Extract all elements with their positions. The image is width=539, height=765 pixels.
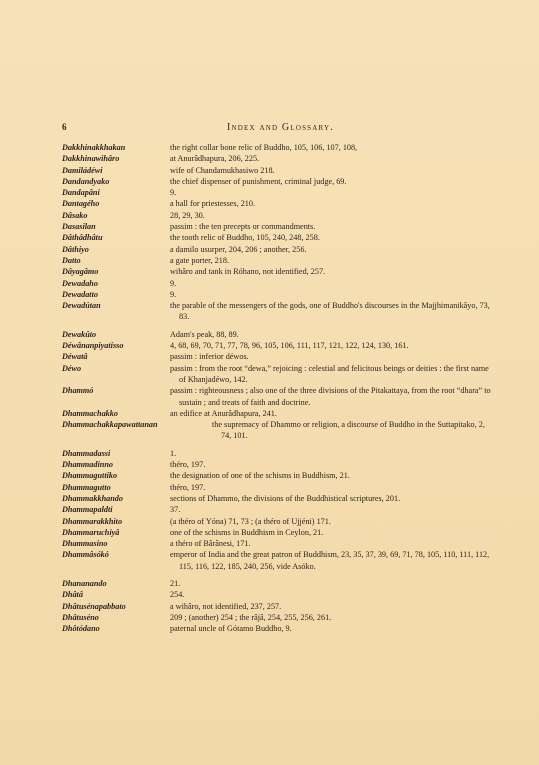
glossary-entry [62,601,492,612]
entry-term: Dâthiyo [62,244,89,254]
entry-definition: 1. [170,448,177,458]
entry-term: Déwânanpiyatisso [62,341,124,351]
entry-term: Dhammadassi [62,448,111,458]
entry-term: Dhammagutto [62,482,111,492]
glossary-entry [62,340,492,351]
entry-term: Dandandyako [62,176,110,186]
glossary-entry [62,351,492,362]
entry-definition: wihâro and tank in Róhano, not identified, 257. [170,267,326,277]
entry-term: Damiládéwi [62,165,103,175]
entry-definition: sections of Dhammo, the divisions of the Buddhistical scriptures, 201. [170,493,401,503]
glossary-entry [62,504,492,515]
entry-term: Dhananando [62,578,107,588]
entry-term: Dhammachakko [62,408,118,418]
glossary-entry [62,527,492,538]
entry-definition: 209 ; (another) 254 ; the râjâ, 254, 255, 256, 261. [170,612,332,622]
entry-term: Dhammadinno [62,460,113,470]
glossary-entry [62,538,492,549]
glossary-entry [62,493,492,504]
entry-definition: the supremacy of Dhammo or religion, a discourse of Buddho in the Suttapitako, 2, 74, 101. [212,420,485,441]
entry-term: Dhâtusénapabbato [62,601,126,611]
glossary-entry [62,232,492,243]
glossary-entries [62,142,492,634]
entry-definition: passim : the ten precepts or commandments. [170,222,316,232]
entry-term: Dhammachakkapawattanan [62,420,158,430]
glossary-entry [62,153,492,164]
glossary-entry [62,419,492,442]
entry-term: Déwo [62,363,82,373]
entry-definition: one of the schisms in Buddhism in Ceylon, 21. [170,527,324,537]
entry-term: Datto [62,255,81,265]
entry-term: Dhammaruchiyâ [62,527,120,537]
entry-definition: the designation of one of the schisms in Buddhism, 21. [170,471,350,481]
entry-definition: 21. [170,578,181,588]
glossary-entry [62,482,492,493]
glossary-entry [62,385,492,408]
glossary-entry [62,329,492,340]
glossary-entry [62,289,492,300]
entry-definition: the parable of the messengers of the gods, one of Buddho's discourses in the Majjhimanikâyo, 73, 83. [170,301,490,322]
entry-definition: an edifice at Anurâdhapura, 241. [170,408,277,418]
entry-definition: théro, 197. [170,482,206,492]
glossary-entry [62,578,492,589]
glossary-entry [62,408,492,419]
page-title: Index and Glossary. [227,122,334,133]
glossary-entry [62,589,492,600]
entry-term: Dhammapaldti [62,505,113,515]
entry-definition: the right collar bone relic of Buddho, 105, 106, 107, 108, [170,143,358,152]
entry-definition: passim : inferior déwos. [170,352,249,362]
entry-term: Dhammarakkhito [62,516,123,526]
entry-term: Dhammó [62,386,94,396]
entry-definition: a théro of Bârânesi, 171. [170,539,251,549]
entry-term: Dâsako [62,210,88,220]
glossary-entry [62,244,492,255]
entry-term: Déwatâ [62,352,88,362]
entry-term: Dhâtâ [62,590,83,600]
entry-definition: (a théro of Yóna) 71, 73 ; (a théro of Ujjéni) 171. [170,516,331,526]
entry-term: Dantagého [62,199,100,209]
glossary-entry [62,221,492,232]
glossary-entry [62,549,492,572]
entry-definition: 9. [170,289,177,299]
entry-definition: 9. [170,188,177,198]
entry-definition: théro, 197. [170,460,206,470]
entry-definition: a damilo usurper, 204, 206 ; another, 256. [170,244,307,254]
entry-definition: 254. [170,590,185,600]
entry-term: Dâthâdhâtu [62,233,103,243]
entry-term: Dandapâni [62,188,100,198]
entry-term: Dakkhinawihâro [62,154,120,164]
entry-definition: the chief dispenser of punishment, criminal judge, 69. [170,176,347,186]
entry-definition: paternal uncle of Gótamo Buddho, 9. [170,624,292,634]
entry-definition: 4, 68, 69, 70, 71, 77, 78, 96, 105, 106, 111, 117, 121, 122, 124, 130, 161. [170,341,409,351]
glossary-entry [62,300,492,323]
entry-definition: a gate porter, 218. [170,255,230,265]
entry-definition: the tooth relic of Buddho, 105, 240, 248, 258. [170,233,320,243]
entry-term: Dhammâsókó [62,550,109,560]
entry-term: Dhammakkhando [62,493,123,503]
glossary-entry [62,363,492,386]
glossary-entry [62,210,492,221]
glossary-entry [62,176,492,187]
glossary-entry [62,198,492,209]
entry-definition: a wihâro, not identified, 237, 257. [170,601,282,611]
glossary-entry [62,470,492,481]
entry-term: Dewakûto [62,329,97,339]
entry-term: Dhammaguttiko [62,471,118,481]
glossary-entry [62,623,492,634]
entry-definition: Adam's peak, 88, 89. [170,329,239,339]
glossary-entry [62,187,492,198]
entry-term: Dhammasino [62,539,108,549]
entry-definition: emperor of India and the great patron of Buddhism, 23, 35, 37, 39, 69, 71, 78, 105, 110, 111, 112, 115, 116, 122, 185, 240, 256, vide Asóko. [170,550,490,571]
entry-definition: wife of Chandamukhasiwo 218. [170,165,275,175]
glossary-entry [62,459,492,470]
glossary-entry [62,448,492,459]
entry-definition: 37. [170,505,181,515]
glossary-entry [62,612,492,623]
entry-term: Dâyagâmo [62,267,99,277]
entry-term: Dhâtuséno [62,612,99,622]
page-header [62,122,499,136]
entry-definition: passim : righteousness ; also one of the three divisions of the Pitakattaya, from the root “dhara” to sustain ; and treats of faith and doctrine. [170,386,491,407]
glossary-entry [62,516,492,527]
entry-term: Dewadatto [62,289,98,299]
entry-definition: passim : from the root “dewa,” rejoicing : celestial and felicitous beings or deities : the first name of Khanjadéwo, 142. [170,363,489,384]
entry-definition: 28, 29, 30. [170,210,205,220]
entry-term: Dasasilan [62,222,96,232]
glossary-entry [62,278,492,289]
entry-definition: at Anurâdhapura, 206, 225. [170,154,260,164]
entry-definition: 9. [170,278,177,288]
entry-term: Dakkhinakkhakan [62,143,126,152]
entry-term: Dewadaho [62,278,98,288]
glossary-entry [62,266,492,277]
glossary-entry [62,255,492,266]
entry-term: Dewadútan [62,301,101,311]
entry-term: Dhôtódano [62,624,100,634]
glossary-entry [62,165,492,176]
glossary-entry [62,142,492,153]
page-number: 6 [62,122,67,132]
entry-definition: a hall for priestesses, 210. [170,199,256,209]
